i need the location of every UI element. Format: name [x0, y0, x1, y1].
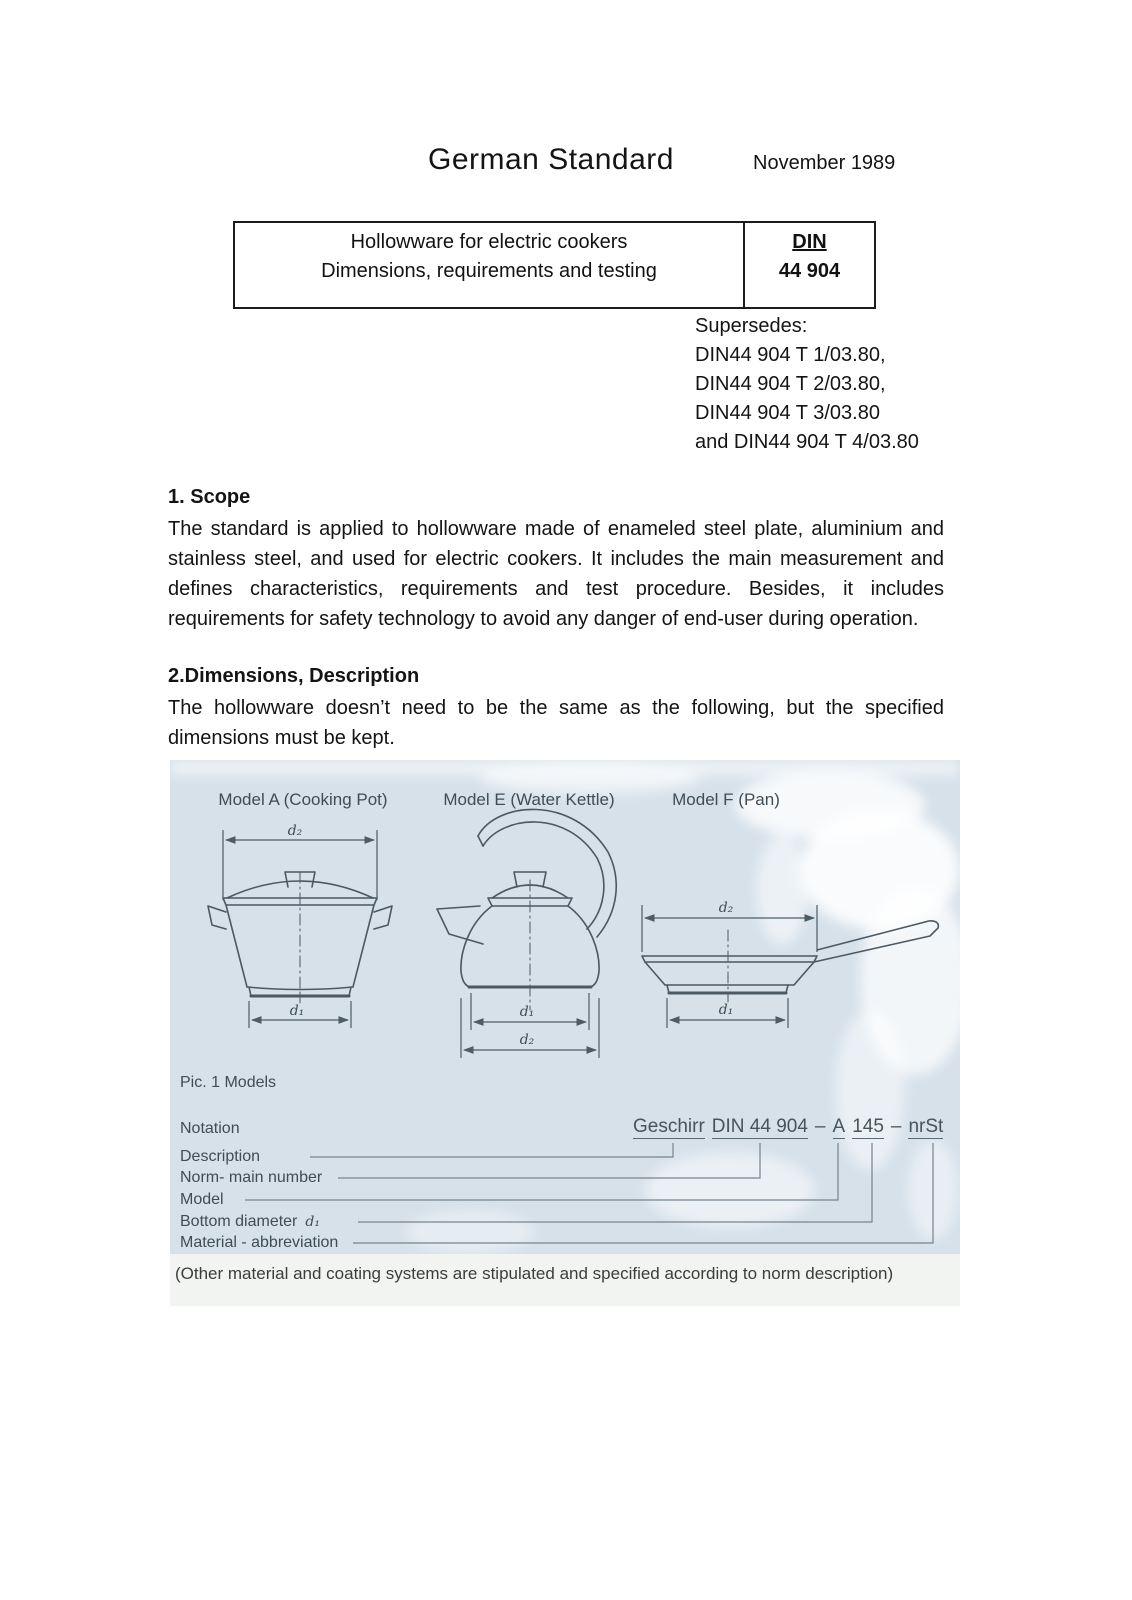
water-kettle-drawing: [437, 809, 616, 1010]
row-norm-main-number: Norm- main number: [180, 1169, 323, 1186]
kettle-d2-label: d₂: [519, 1032, 535, 1048]
pan-d2-label: d₂: [718, 900, 734, 916]
notation-part-model: A: [832, 1116, 846, 1137]
model-f-label: Model F (Pan): [672, 790, 780, 809]
section-dimensions-body: The hollowware doesn’t need to be the same as the following, but the specified dimensions must be kept.: [168, 697, 944, 749]
row-model: Model: [180, 1191, 224, 1208]
page-title: German Standard: [428, 143, 674, 176]
figure-panel: [170, 760, 960, 1254]
notation-string: [633, 1116, 950, 1138]
pot-d2-label: d₂: [287, 823, 303, 839]
standard-title-cell: [235, 223, 745, 307]
row-description: Description: [180, 1148, 261, 1165]
notation-part-geschirr: Geschirr: [633, 1116, 705, 1137]
row-bottom-diameter-text: Bottom diameter: [180, 1213, 298, 1230]
standard-code-cell: [745, 223, 874, 307]
standard-title-line1: Hollowware for electric cookers: [350, 231, 628, 253]
supersedes-heading: Supersedes:: [695, 315, 808, 337]
model-a-label: Model A (Cooking Pot): [218, 790, 388, 809]
standard-title-line2: Dimensions, requirements and testing: [321, 260, 657, 282]
notation-label: Notation: [180, 1120, 240, 1137]
row-bottom-diameter-symbol: d₁: [305, 1214, 320, 1230]
footer-note: (Other material and coating systems are stipulated and specified according to norm description): [175, 1264, 894, 1283]
supersedes-item: DIN44 904 T 1/03.80,: [695, 344, 886, 366]
notation-separator: –: [814, 1116, 826, 1137]
cooking-pot-drawing: [208, 872, 392, 1003]
standard-code-number: 44 904: [778, 260, 841, 282]
section-scope-heading: 1. Scope: [168, 486, 251, 508]
notation-part-norm: DIN 44 904: [711, 1116, 808, 1137]
pan-d1-label: d₁: [718, 1002, 734, 1018]
section-dimensions-heading: 2.Dimensions, Description: [168, 665, 420, 687]
row-bottom-diameter: [180, 1213, 320, 1231]
kettle-d1-label: d₁: [519, 1004, 535, 1020]
water-kettle-dimensions: [461, 993, 599, 1058]
pot-d1-label: d₁: [289, 1003, 305, 1019]
section-scope-body: The standard is applied to hollowware made of enameled steel plate, aluminium and stainless steel, and used for electric cookers. It includes the main measurement and defines characteristics, requirements and test procedure. Besides, it includes requirements for safety technology to avoid any danger of end-user during operation.: [168, 518, 944, 630]
figure-caption: Pic. 1 Models: [180, 1074, 277, 1091]
notation-connector-lines: [245, 1143, 933, 1243]
notation-separator: –: [890, 1116, 902, 1137]
standard-title-table: [233, 221, 876, 309]
model-e-label: Model E (Water Kettle): [443, 790, 615, 809]
supersedes-item: and DIN44 904 T 4/03.80: [695, 431, 919, 453]
notation-part-material: nrSt: [908, 1116, 944, 1137]
notation-part-diameter: 145: [852, 1116, 884, 1137]
standard-code-label: DIN: [792, 231, 827, 253]
issue-date: November 1989: [753, 152, 896, 174]
supersedes-item: DIN44 904 T 2/03.80,: [695, 373, 886, 395]
supersedes-block: [695, 312, 919, 457]
supersedes-item: DIN44 904 T 3/03.80: [695, 402, 880, 424]
row-material-abbreviation: Material - abbreviation: [180, 1234, 339, 1251]
